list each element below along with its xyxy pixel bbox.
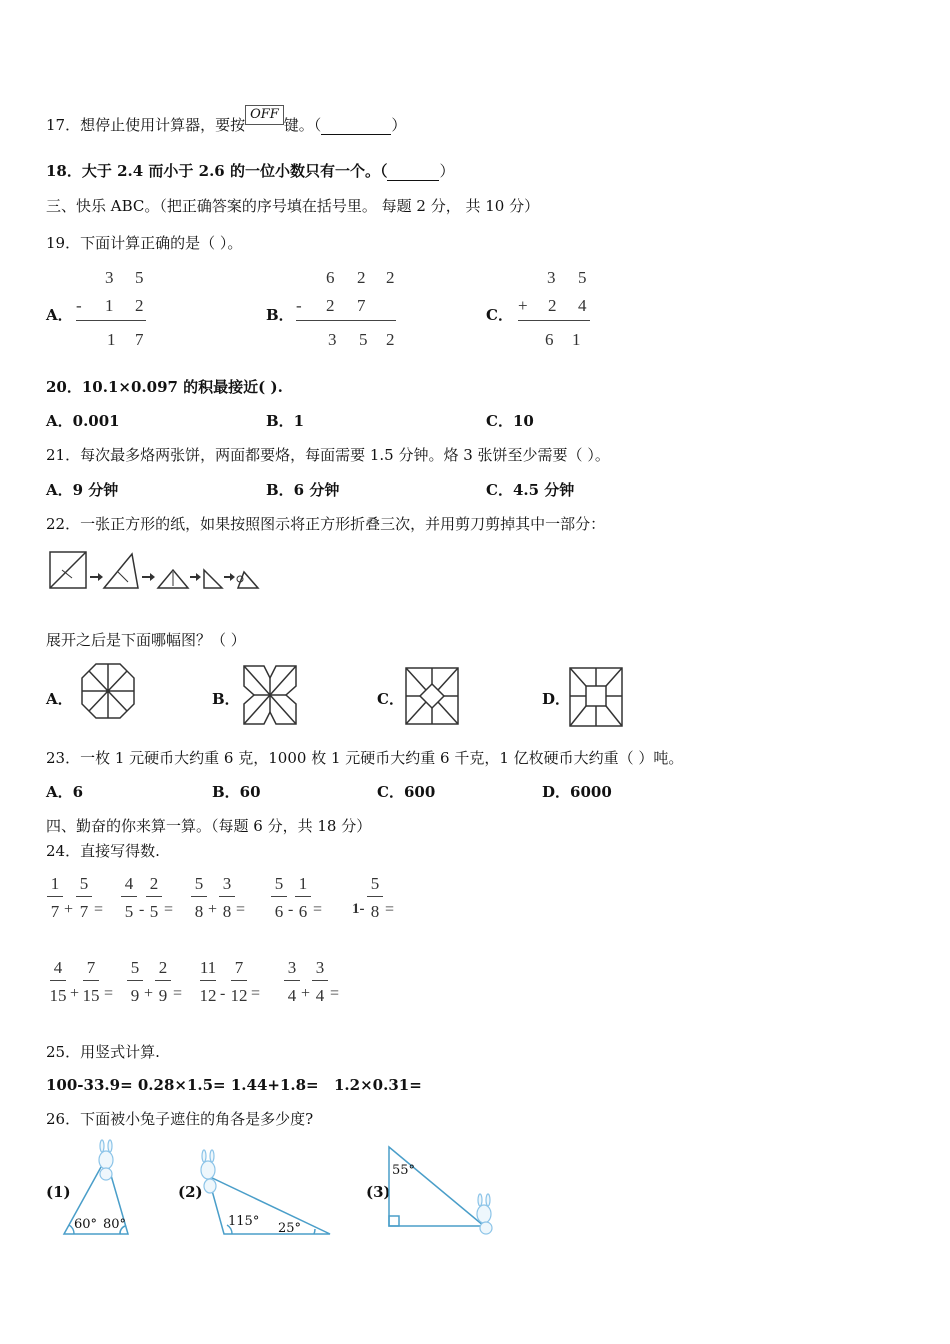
q24-r2-e2-equals: = bbox=[173, 985, 183, 1002]
q19-option-a-label[interactable]: A． bbox=[46, 306, 73, 324]
section-4-title: 四、勤奋的你来算一算。（每题 6 分，共 18 分） bbox=[46, 817, 372, 835]
q22-option-d-label[interactable]: D． bbox=[542, 690, 571, 708]
triangle-1-angle-80: 80° bbox=[103, 1217, 127, 1232]
q22-option-c-label[interactable]: C． bbox=[377, 690, 404, 708]
q22-option-a-label[interactable]: A． bbox=[46, 690, 73, 708]
q23-option-b[interactable]: B．60 bbox=[212, 783, 261, 801]
fraction-bar bbox=[200, 980, 216, 981]
q19-c-mid-2: 4 bbox=[578, 296, 587, 315]
q19-option-b-label[interactable]: B． bbox=[266, 306, 294, 324]
q19-c-rule bbox=[518, 320, 590, 321]
denominator: 8 bbox=[370, 902, 380, 921]
q22-option-b-label[interactable]: B． bbox=[212, 690, 240, 708]
rabbit-icon bbox=[99, 1140, 113, 1180]
numerator: 2 bbox=[149, 874, 159, 893]
rabbit-icon bbox=[201, 1150, 216, 1193]
denominator: 12 bbox=[199, 986, 217, 1005]
q20-option-c[interactable]: C．10 bbox=[486, 412, 534, 430]
q24-stem: 24．直接写得数. bbox=[46, 842, 160, 860]
fraction-bar bbox=[271, 896, 287, 897]
q19-b-res-3: 2 bbox=[386, 330, 395, 349]
option-d-square-figure[interactable] bbox=[568, 666, 624, 728]
fraction-bar bbox=[191, 896, 207, 897]
q24-r1-e1-equals: = bbox=[94, 901, 104, 918]
q18-answer-blank[interactable] bbox=[387, 162, 439, 181]
denominator: 6 bbox=[274, 902, 284, 921]
q24-r1-e1-op: + bbox=[64, 901, 74, 918]
q19-b-top-1: 6 bbox=[326, 268, 335, 287]
q19-b-sign: - bbox=[296, 296, 302, 315]
q19-c-res-1: 6 bbox=[545, 330, 554, 349]
denominator: 8 bbox=[194, 902, 204, 921]
fraction-bar bbox=[284, 980, 300, 981]
fraction-bar bbox=[146, 896, 162, 897]
q21-option-a[interactable]: A．9 分钟 bbox=[46, 481, 119, 499]
q24-r2-e1-op: + bbox=[70, 985, 80, 1002]
q24-r1-e3-equals: = bbox=[236, 901, 246, 918]
numerator: 2 bbox=[158, 958, 168, 977]
q19-c-mid-1: 2 bbox=[548, 296, 557, 315]
fraction-bar bbox=[76, 896, 92, 897]
q24-r2-e3-op: - bbox=[220, 985, 226, 1002]
q17-suffix: 键。（ bbox=[283, 116, 322, 134]
denominator: 6 bbox=[298, 902, 308, 921]
option-c-diamond-figure[interactable] bbox=[404, 666, 460, 726]
q23-option-d[interactable]: D．6000 bbox=[542, 783, 612, 801]
numerator: 1 bbox=[298, 874, 308, 893]
q20-stem: 20．10.1×0.097 的积最接近( ). bbox=[46, 378, 283, 396]
fraction-bar bbox=[295, 896, 311, 897]
fraction-bar bbox=[50, 980, 66, 981]
numerator: 11 bbox=[199, 958, 217, 977]
q22-question: 展开之后是下面哪幅图？（ ） bbox=[46, 631, 246, 649]
q24-r1-e4-op: - bbox=[288, 901, 294, 918]
q19-b-mid-1: 2 bbox=[326, 296, 335, 315]
q19-stem: 19．下面计算正确的是（ ）。 bbox=[46, 234, 243, 252]
fraction-bar bbox=[127, 980, 143, 981]
q20-option-b[interactable]: B．1 bbox=[266, 412, 305, 430]
triangle-3-angle-55: 55° bbox=[392, 1163, 416, 1178]
fraction-bar bbox=[312, 980, 328, 981]
q19-a-res-2: 7 bbox=[135, 330, 144, 349]
section-3-title: 三、快乐 ABC。（把正确答案的序号填在括号里。 每题 2 分， 共 10 分） bbox=[46, 197, 540, 215]
fraction-bar bbox=[83, 980, 99, 981]
q19-b-res-2: 5 bbox=[359, 330, 368, 349]
q24-r1-e2-op: - bbox=[139, 901, 145, 918]
q23-option-c[interactable]: C．600 bbox=[377, 783, 436, 801]
numerator: 4 bbox=[53, 958, 63, 977]
q17-answer-blank[interactable] bbox=[321, 116, 391, 135]
q22-stem: 22．一张正方形的纸，如果按照图示将正方形折叠三次，并用剪刀剪掉其中一部分： bbox=[46, 515, 606, 533]
q19-a-sign: - bbox=[76, 296, 82, 315]
option-b-cross-figure[interactable] bbox=[242, 664, 298, 726]
q19-a-mid-2: 2 bbox=[135, 296, 144, 315]
arrow-3 bbox=[190, 573, 201, 581]
triangle-2-angle-25: 25° bbox=[278, 1221, 302, 1236]
fraction-bar bbox=[219, 896, 235, 897]
numerator: 4 bbox=[124, 874, 134, 893]
fold-step-5 bbox=[238, 572, 258, 588]
denominator: 5 bbox=[149, 902, 159, 921]
triangle-2-angle-115: 115° bbox=[228, 1214, 260, 1229]
denominator: 12 bbox=[230, 986, 248, 1005]
fraction-bar bbox=[367, 896, 383, 897]
denominator: 7 bbox=[79, 902, 89, 921]
denominator: 15 bbox=[49, 986, 67, 1005]
numerator: 5 bbox=[370, 874, 380, 893]
triangle-2-figure bbox=[196, 1146, 336, 1238]
q18-close: ） bbox=[439, 162, 455, 180]
numerator: 5 bbox=[79, 874, 89, 893]
q24-r1-e2-equals: = bbox=[164, 901, 174, 918]
denominator: 15 bbox=[82, 986, 100, 1005]
numerator: 3 bbox=[287, 958, 297, 977]
q19-c-res-2: 1 bbox=[572, 330, 581, 349]
arrow-1 bbox=[90, 573, 103, 581]
figure-2-label: (2) bbox=[178, 1183, 203, 1201]
fraction-bar bbox=[47, 896, 63, 897]
q19-b-res-1: 3 bbox=[328, 330, 337, 349]
arrow-2 bbox=[142, 573, 155, 581]
q18-text: 18．大于 2.4 而小于 2.6 的一位小数只有一个。（ bbox=[46, 162, 388, 180]
q19-b-rule bbox=[296, 320, 396, 321]
figure-1-label: (1) bbox=[46, 1183, 71, 1201]
q19-c-top-1: 3 bbox=[547, 268, 556, 287]
q17-text: 17．想停止使用计算器，要按 bbox=[46, 116, 246, 134]
denominator: 4 bbox=[287, 986, 297, 1005]
numerator: 3 bbox=[315, 958, 325, 977]
q24-r2-e1-equals: = bbox=[104, 985, 114, 1002]
denominator: 7 bbox=[50, 902, 60, 921]
denominator: 9 bbox=[130, 986, 140, 1005]
q21-option-c[interactable]: C．4.5 分钟 bbox=[486, 481, 575, 499]
arrow-4 bbox=[224, 573, 235, 581]
q19-c-top-2: 5 bbox=[578, 268, 587, 287]
q25-problems: 100-33.9= 0.28×1.5= 1.44+1.8= bbox=[46, 1076, 319, 1094]
q24-r2-e2-op: + bbox=[144, 985, 154, 1002]
fold-step-4 bbox=[204, 570, 222, 588]
numerator: 1 bbox=[50, 874, 60, 893]
fraction-bar bbox=[155, 980, 171, 981]
q25-last-problem: 1.2×0.31= bbox=[334, 1076, 422, 1094]
q24-r2-e3-equals: = bbox=[251, 985, 261, 1002]
q25-stem: 25．用竖式计算. bbox=[46, 1043, 160, 1061]
denominator: 4 bbox=[315, 986, 325, 1005]
q24-r1-e5-equals: = bbox=[385, 901, 395, 918]
folding-steps-figure bbox=[46, 548, 266, 598]
numerator: 7 bbox=[234, 958, 244, 977]
q26-stem: 26．下面被小兔子遮住的角各是多少度? bbox=[46, 1110, 314, 1128]
q19-c-sign: + bbox=[518, 296, 528, 315]
q19-b-top-3: 2 bbox=[386, 268, 395, 287]
q18-line bbox=[46, 162, 454, 181]
fraction-bar bbox=[231, 980, 247, 981]
q24-r2-e4-equals: = bbox=[330, 985, 340, 1002]
denominator: 8 bbox=[222, 902, 232, 921]
figure-3-label: (3) bbox=[366, 1183, 391, 1201]
q24-r1-e3-op: + bbox=[208, 901, 218, 918]
q19-a-top-1: 3 bbox=[105, 268, 114, 287]
q24-r2-e4-op: + bbox=[301, 985, 311, 1002]
numerator: 5 bbox=[274, 874, 284, 893]
q24-r1-e5-prefix: 1- bbox=[352, 901, 365, 917]
fold-step-2 bbox=[104, 554, 138, 588]
triangle-3-figure bbox=[386, 1144, 498, 1236]
off-key: OFF bbox=[245, 105, 284, 125]
numerator: 5 bbox=[130, 958, 140, 977]
q19-a-rule bbox=[76, 320, 146, 321]
q19-a-mid-1: 1 bbox=[105, 296, 114, 315]
numerator: 5 bbox=[194, 874, 204, 893]
q17-close: ） bbox=[391, 116, 407, 134]
q19-option-c-label[interactable]: C． bbox=[486, 306, 513, 324]
numerator: 7 bbox=[86, 958, 96, 977]
q19-b-top-2: 2 bbox=[357, 268, 366, 287]
q23-stem: 23．一枚 1 元硬币大约重 6 克，1000 枚 1 元硬币大约重 6 千克，1 亿枚硬币大约重（ ）吨。 bbox=[46, 749, 684, 767]
fraction-bar bbox=[121, 896, 137, 897]
numerator: 3 bbox=[222, 874, 232, 893]
q24-r1-e4-equals: = bbox=[313, 901, 323, 918]
q23-option-a[interactable]: A．6 bbox=[46, 783, 84, 801]
option-a-octagon-figure[interactable] bbox=[80, 662, 136, 720]
triangle-1-angle-60: 60° bbox=[74, 1217, 98, 1232]
denominator: 9 bbox=[158, 986, 168, 1005]
q19-a-top-2: 5 bbox=[135, 268, 144, 287]
q19-b-mid-2: 7 bbox=[357, 296, 366, 315]
rabbit-icon bbox=[477, 1194, 492, 1234]
q17-line bbox=[46, 107, 407, 137]
denominator: 5 bbox=[124, 902, 134, 921]
q21-stem: 21．每次最多烙两张饼，两面都要烙，每面需要 1.5 分钟。烙 3 张饼至少需要（ ）。 bbox=[46, 446, 610, 464]
q20-option-a[interactable]: A．0.001 bbox=[46, 412, 120, 430]
q19-a-res-1: 1 bbox=[107, 330, 116, 349]
q21-option-b[interactable]: B．6 分钟 bbox=[266, 481, 340, 499]
